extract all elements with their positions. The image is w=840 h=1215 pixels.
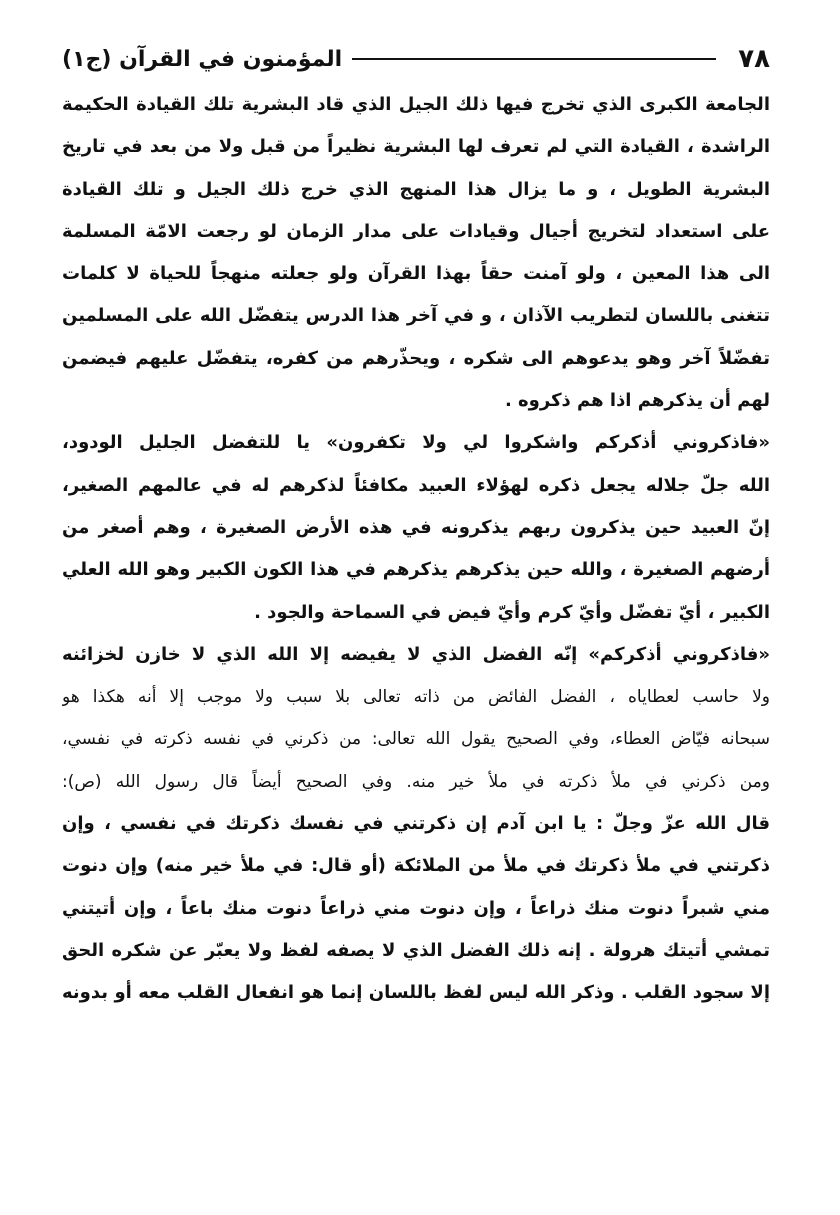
text-line: تتغنى باللسان لتطريب الآذان ، و في آخر هذا الدرس يتفضّل الله على المسلمين: [62, 305, 770, 327]
body-text: [62, 84, 770, 1015]
page-number: ٧٨: [738, 44, 770, 74]
document-page: [62, 40, 770, 1180]
text-line: لهم أن يذكرهم اذا هم ذكروه .: [504, 390, 770, 412]
text-line: إلا سجود القلب . وذكر الله ليس لفظ باللسان إنما هو انفعال القلب معه أو بدونه: [62, 982, 770, 1004]
running-title: المؤمنون في القرآن (ج١): [62, 46, 343, 72]
text-line: إنّ العبيد حين يذكرون ربهم يذكرونه في هذه الأرض الصغيرة ، وهم أصغر من: [62, 516, 770, 538]
page-header: [62, 40, 770, 78]
text-line: «فاذكروني أذكركم» إنّه الفضل الذي لا يفيضه إلا الله الذي لا خازن لخزائنه: [62, 643, 770, 665]
text-line: الله جلّ جلاله يجعل ذكره لهؤلاء العبيد مكافئاً لذكرهم له في عالمهم الصغير،: [62, 474, 770, 496]
text-line: الجامعة الكبرى الذي تخرج فيها ذلك الجيل الذي قاد البشرية تلك القيادة الحكيمة: [62, 94, 770, 115]
text-line: مني شبراً دنوت منك ذراعاً ، وإن دنوت مني ذراعاً دنوت منك باعاً ، وإن أتيتني: [62, 897, 770, 919]
text-line: الراشدة ، القيادة التي لم تعرف لها البشرية نظيراً من قبل ولا من بعد في تاريخ: [62, 136, 770, 158]
text-line: البشرية الطويل ، و ما يزال هذا المنهج الذي خرج ذلك الجيل و تلك القيادة: [62, 178, 770, 200]
text-line: الكبير ، أيّ تفضّل وأيّ كرم وأيّ فيض في السماحة والجود .: [254, 601, 770, 623]
header-rule: [352, 58, 716, 60]
text-line: سبحانه فيّاض العطاء، وفي الصحيح يقول الله تعالى: من ذكرني في نفسه ذكرته في نفسي،: [62, 729, 770, 750]
text-line: أرضهم الصغيرة ، والله حين يذكرهم يذكرهم في هذا الكون الكبير وهو الله العلي: [62, 559, 770, 581]
text-line: قال الله عزّ وجلّ : يا ابن آدم إن ذكرتني في نفسك ذكرتك في نفسي ، وإن: [62, 813, 770, 835]
text-line: ومن ذكرني في ملأ ذكرته في ملأ خير منه. وفي الصحيح أيضاً قال رسول الله (ص):: [62, 771, 770, 792]
text-line: ذكرتني في ملأ ذكرتك في ملأ من الملائكة (أو قال: في ملأ خير منه) وإن دنوت: [62, 855, 770, 877]
text-line: ولا حاسب لعطاياه ، الفضل الفائض من ذاته تعالى بلا سبب ولا موجب إلا أنه هكذا هو: [62, 687, 770, 708]
text-line: الى هذا المعين ، ولو آمنت حقاً بهذا القرآن ولو جعلته منهجاً للحياة لا كلمات: [62, 263, 770, 285]
text-line: تمشي أتيتك هرولة . إنه ذلك الفضل الذي لا يصفه لفظ ولا يعبّر عن شكره الحق: [62, 939, 770, 961]
text-line: على استعداد لتخريج أجيال وقيادات على مدار الزمان لو رجعت الامّة المسلمة: [62, 220, 770, 242]
text-line: تفضّلاً آخر وهو يدعوهم الى شكره ، ويحذّرهم من كفره، يتفضّل عليهم فيضمن: [62, 347, 770, 369]
text-line: «فاذكروني أذكركم واشكروا لي ولا تكفرون» يا للتفضل الجليل الودود،: [62, 432, 770, 454]
